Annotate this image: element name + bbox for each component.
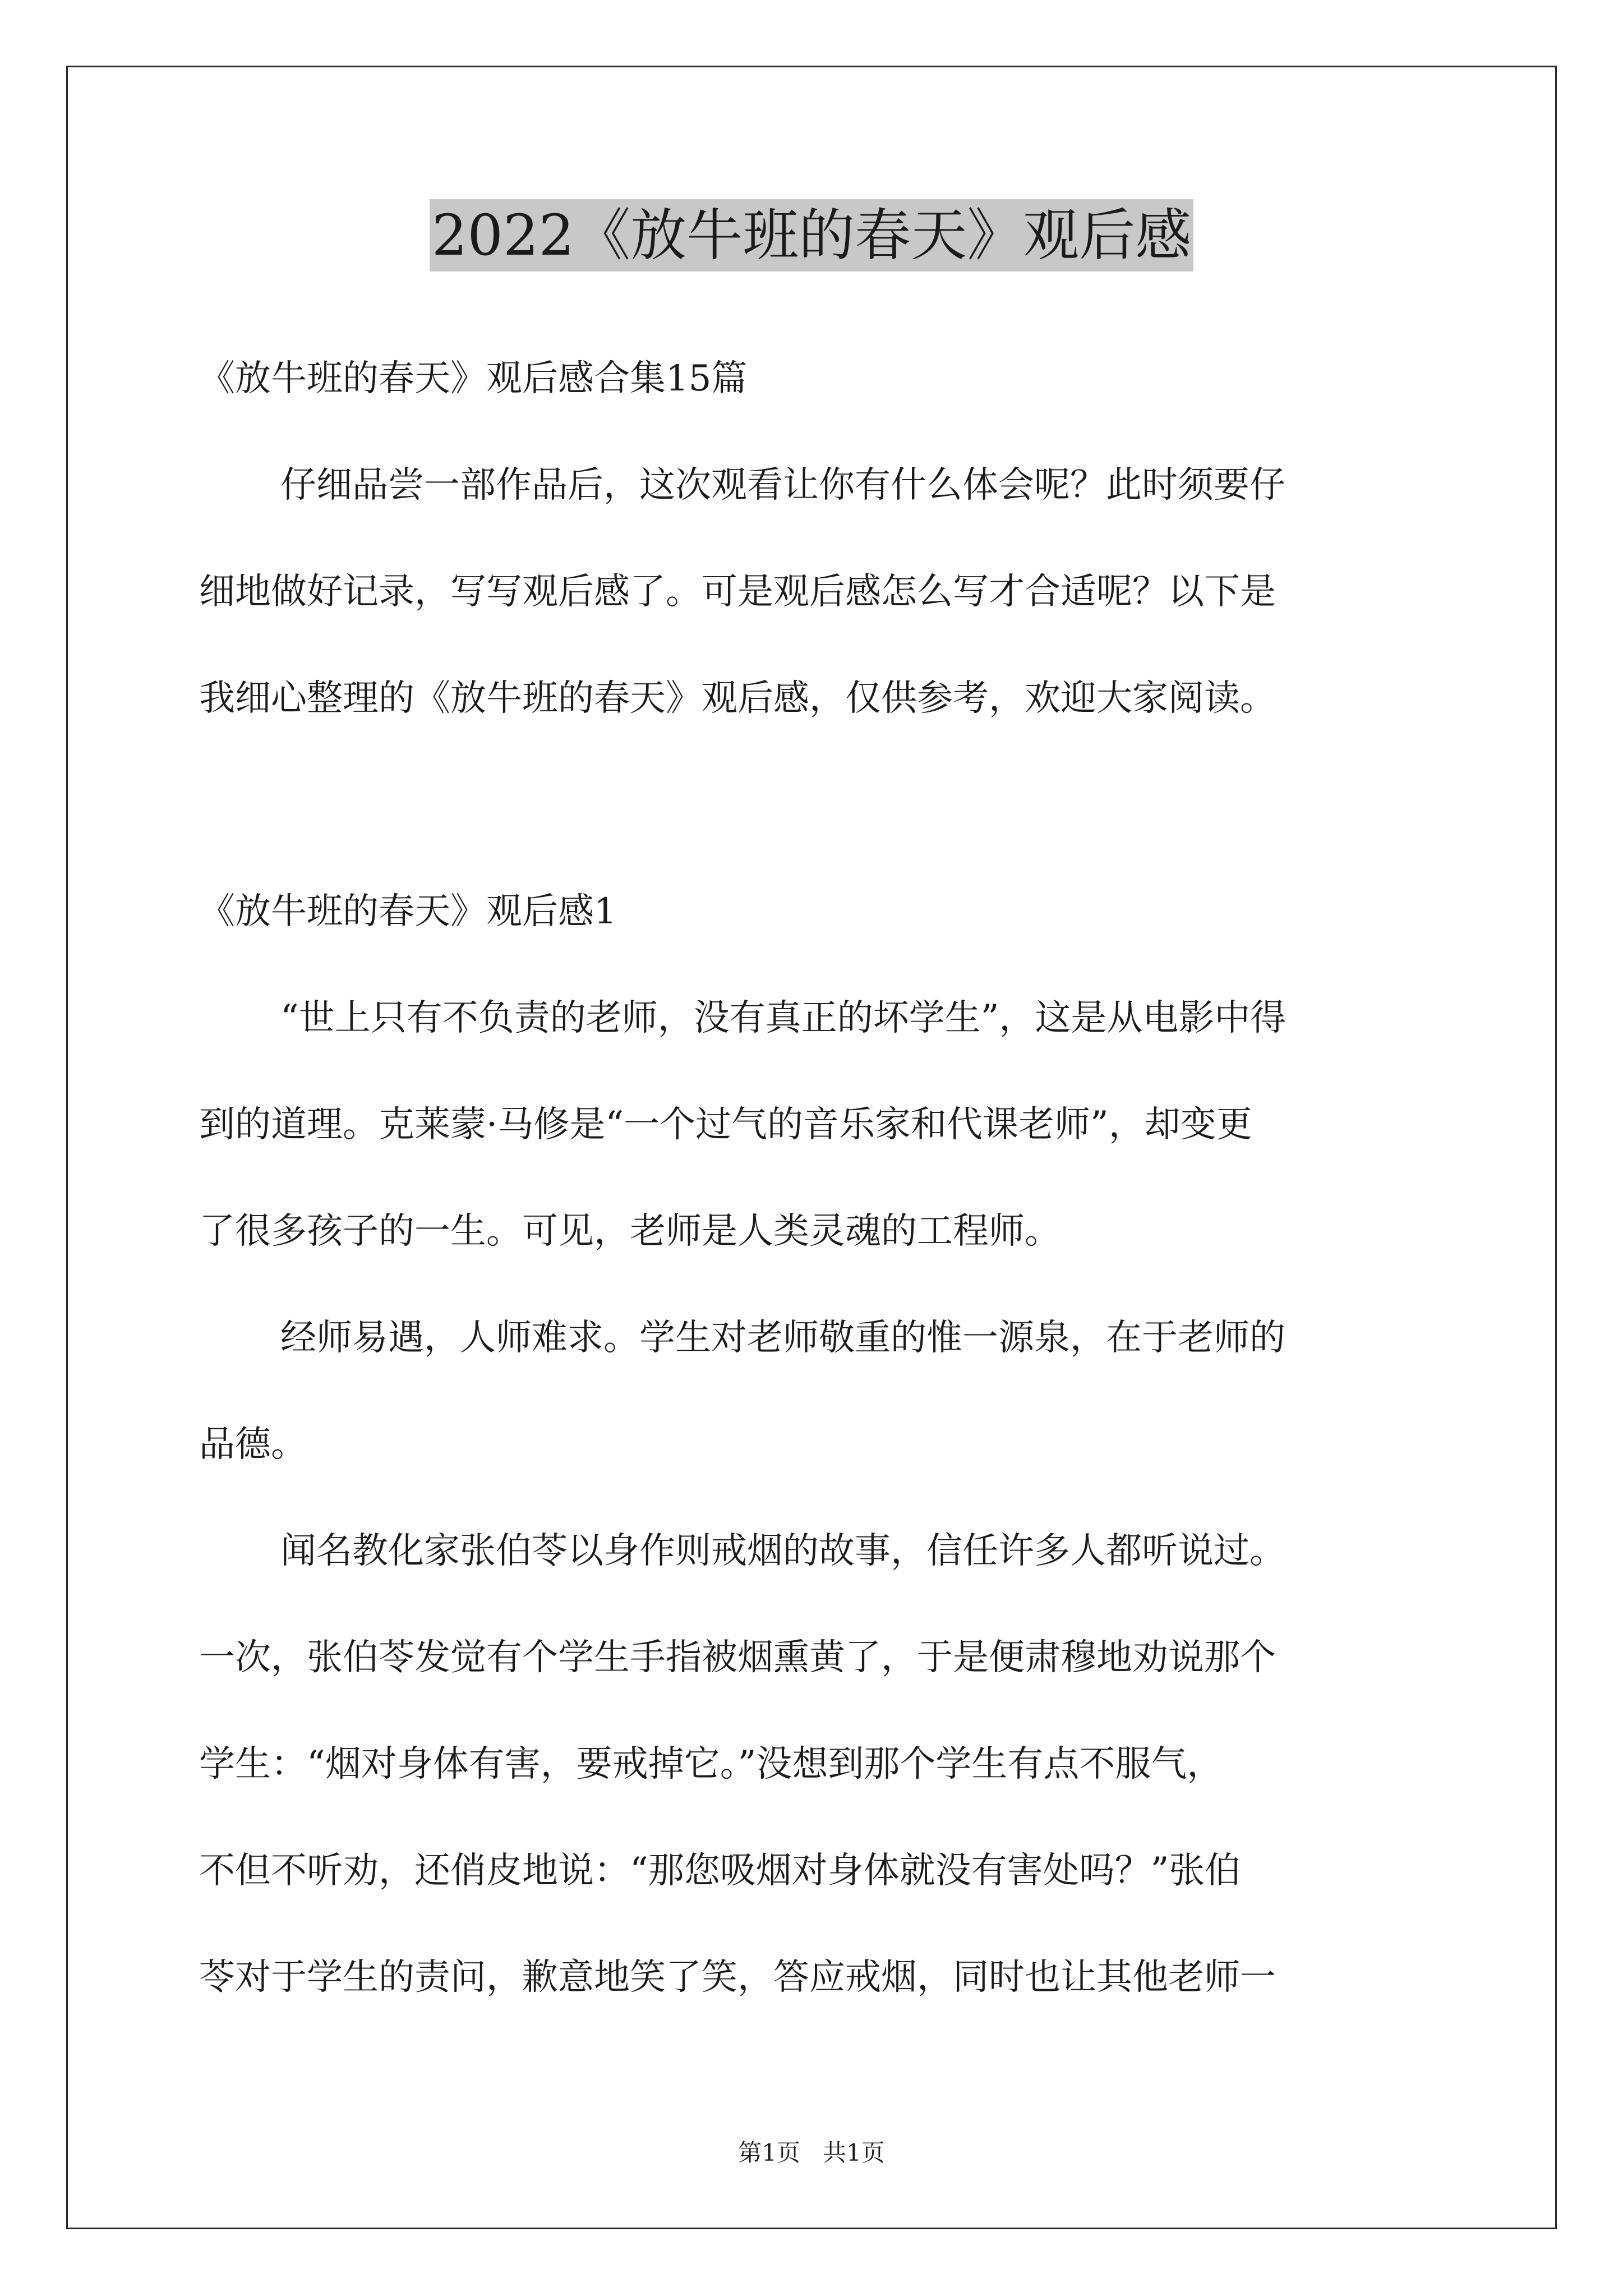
paragraph-line: 苓对于学生的责问，歉意地笑了笑，答应戒烟，同时也让其他老师一 (199, 1957, 1276, 1998)
paragraph-line: 不但不听劝，还俏皮地说：“那您吸烟对身体就没有害处吗？”张伯 (199, 1850, 1241, 1892)
document-title-text: 2022《放牛班的春天》观后感 (430, 199, 1194, 272)
paragraph-line: 学生：“烟对身体有害，要戒掉它。”没想到那个学生有点不服气， (199, 1743, 1223, 1785)
paragraph-line: “世上只有不负责的老师，没有真正的坏学生”，这是从电影中得 (280, 997, 1287, 1039)
section-heading: 《放牛班的春天》观后感1 (199, 891, 617, 932)
intro-line: 仔细品尝一部作品后，这次观看让你有什么体会呢？此时须要仔 (280, 464, 1285, 506)
paragraph-line: 经师易遇，人师难求。学生对老师敬重的惟一源泉，在于老师的 (280, 1317, 1285, 1359)
paragraph-line: 到的道理。克莱蒙·马修是“一个过气的音乐家和代课老师”，却变更 (199, 1104, 1252, 1145)
paragraph-line: 一次，张伯苓发觉有个学生手指被烟熏黄了，于是便肃穆地劝说那个 (199, 1637, 1276, 1678)
document-title (0, 196, 1623, 275)
intro-line: 细地做好记录，写写观后感了。可是观后感怎么写才合适呢？以下是 (199, 571, 1276, 613)
subtitle: 《放牛班的春天》观后感合集15篇 (199, 358, 748, 399)
paragraph-line: 闻名教化家张伯苓以身作则戒烟的故事，信任许多人都听说过。 (280, 1530, 1285, 1572)
paragraph-line: 品德。 (199, 1424, 307, 1465)
intro-line: 我细心整理的《放牛班的春天》观后感，仅供参考，欢迎大家阅读。 (199, 678, 1276, 719)
page-footer: 第1页 共1页 (738, 2139, 885, 2166)
paragraph-line: 了很多孩子的一生。可见，老师是人类灵魂的工程师。 (199, 1211, 1061, 1252)
